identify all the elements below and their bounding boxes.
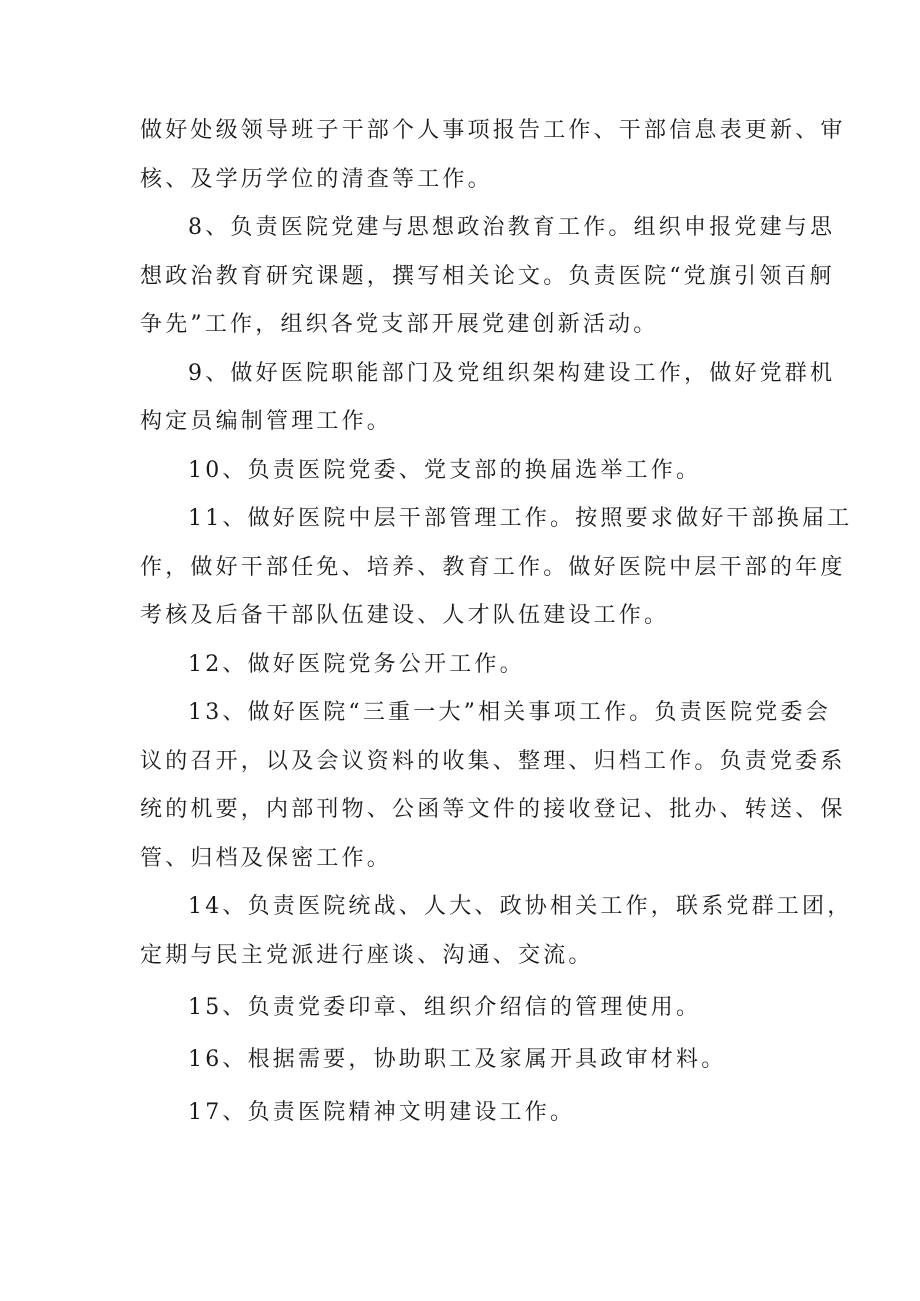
paragraph-line: 12、做好医院党务公开工作。 xyxy=(188,652,525,677)
paragraph-line: 13、做好医院“三重一大”相关事项工作。负责医院党委会 xyxy=(188,700,831,725)
paragraph-line: 争先”工作，组织各党支部开展党建创新活动。 xyxy=(140,312,659,337)
paragraph-line: 考核及后备干部队伍建设、人才队伍建设工作。 xyxy=(140,603,670,628)
paragraph-line: 作，做好干部任免、培养、教育工作。做好医院中层干部的年度 xyxy=(140,555,846,580)
paragraph-line: 9、做好医院职能部门及党组织架构建设工作，做好党群机 xyxy=(188,361,836,386)
paragraph-line: 想政治教育研究课题，撰写相关论文。负责医院“党旗引领百舸 xyxy=(140,264,835,289)
paragraph-line: 14、负责医院统战、人大、政协相关工作，联系党群工团， xyxy=(188,894,853,919)
paragraph-line: 构定员编制管理工作。 xyxy=(140,409,393,434)
paragraph-line: 8、负责医院党建与思想政治教育工作。组织申报党建与思 xyxy=(188,215,836,240)
paragraph-line: 15、负责党委印章、组织介绍信的管理使用。 xyxy=(188,995,702,1020)
paragraph-line: 核、及学历学位的清查等工作。 xyxy=(140,167,493,192)
paragraph-line: 11、做好医院中层干部管理工作。按照要求做好干部换届工 xyxy=(188,506,853,531)
paragraph-line: 做好处级领导班子干部个人事项报告工作、干部信息表更新、审 xyxy=(140,118,846,143)
paragraph-line: 定期与民主党派进行座谈、沟通、交流。 xyxy=(140,943,594,968)
paragraph-line: 17、负责医院精神文明建设工作。 xyxy=(188,1100,576,1125)
paragraph-line: 10、负责医院党委、党支部的换届选举工作。 xyxy=(188,458,702,483)
paragraph-line: 议的召开，以及会议资料的收集、整理、归档工作。负责党委系 xyxy=(140,749,846,774)
paragraph-line: 统的机要，内部刊物、公函等文件的接收登记、批办、转送、保 xyxy=(140,797,846,822)
paragraph-line: 管、归档及保密工作。 xyxy=(140,846,393,871)
paragraph-line: 16、根据需要，协助职工及家属开具政审材料。 xyxy=(188,1047,727,1072)
